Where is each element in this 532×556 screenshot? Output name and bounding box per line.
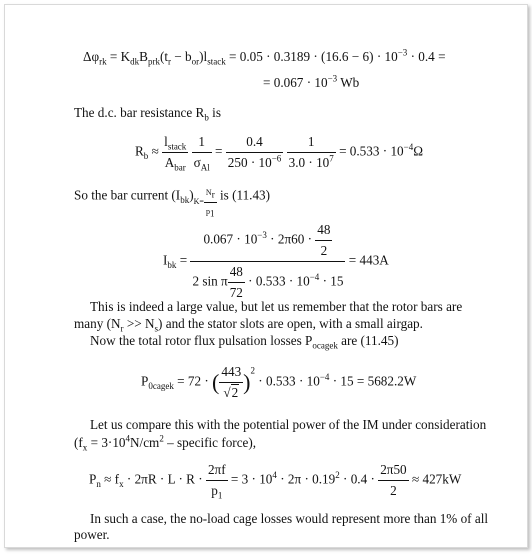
paragraph-large-value-line3: Now the total rotor flux pulsation losses $P_{ocagek}$ are (11.45) <box>90 333 399 351</box>
document-page <box>4 4 528 548</box>
fraction-48-2: $\frac{48}{2}$ <box>317 222 331 258</box>
paragraph-bar-current: So the bar current $(I_{bk})_{K= \frac{N_r}{p_1}}$ is (11.43) <box>74 187 271 219</box>
fraction-conductivity: $\frac{1}{3.0 \cdot 10^7}$ <box>288 134 334 170</box>
fraction-length-area: $\frac{0.4}{250 \cdot 10^{-6}}$ <box>227 134 282 170</box>
equation-bar-current: $I_{bk}$ = $0.067 \cdot 10^{-3} \cdot 2\pi 60$ · $\frac{48}{2}$ 2 sin π $\frac{48}{72}$ · $0.533 \cdot 10^{-4} \cdot 15$ = 443A <box>163 222 389 300</box>
equation-flux-line2: = $0.067 \cdot 10^{-3}$ Wb <box>263 73 360 90</box>
fraction-one-sigma: $\frac{1}{\sigma_{Al}}$ <box>193 134 210 173</box>
fraction-2pif-p1: $\frac{2\pi f}{p_1}$ <box>207 462 226 501</box>
equation-cage-losses: $P_{0cagek} = 72$ · ( $\frac{443}{√2}$ )$^2 \cdot 0.533 \cdot 10^{-4} \cdot 15 = 5682.2W$ <box>141 364 417 400</box>
paragraph-bar-resistance: The d.c. bar resistance $R_b$ is <box>74 105 221 123</box>
paragraph-large-value-line1: This is indeed a large value, but let us remember that the rotor bars are <box>90 299 463 314</box>
fraction-bar-current: $0.067 \cdot 10^{-3} \cdot 2\pi 60$ · $\frac{48}{2}$ 2 sin π $\frac{48}{72}$ · $0.533 \cdot 10^{-4} \cdot 15$ <box>192 222 344 300</box>
fraction-443-sqrt2: $\frac{443}{√2}$ <box>221 364 242 400</box>
fraction-48-72: $\frac{48}{72}$ <box>229 264 243 300</box>
fraction-lstack-abar: $\frac{l_{stack}}{A_{bar}}$ <box>164 134 187 173</box>
fraction-2pi50-2: $\frac{2\pi 50}{2}$ <box>380 462 407 498</box>
equation-potential-power: $P_n \approx f_x \cdot 2\pi R \cdot L \cdot R$ · $\frac{2\pi f}{p_1}$ = $3 \cdot 10^4 \cdot 2\pi \cdot 0.19^2 \cdot 0.4$ · $\frac{2\pi 50}{2}$ ≈ 427kW <box>89 462 462 501</box>
paragraph-conclusion-line2: power. <box>74 527 110 542</box>
paragraph-compare-line1: Let us compare this with the potential power of the IM under consideration <box>90 417 487 432</box>
equation-resistance: $R_b$ ≈ $\frac{l_{stack}}{A_{bar}}$ $\frac{1}{\sigma_{Al}}$ = $\frac{0.4}{250 \cdot 10^{-6}}$ $\frac{1}{3.0 \cdot 10^7}$ = $0.533 \cdot 10^{-4}\Omega$ <box>135 134 424 173</box>
paragraph-large-value-line2: many $(N_r >> N_s)$ and the stator slots are open, with a small airgap. <box>74 316 423 334</box>
equation-flux-line1: $\Delta\varphi_{rk} = K_{dk}B_{prk}(t_r - b_{or})l_{stack} = 0.05 \cdot 0.3189 \cdot (16.6 - 6) \cdot 10^{-3} \cdot 0.4$ = <box>83 47 446 67</box>
paragraph-conclusion-line1: In such a case, the no-load cage losses would represent more than 1% of all <box>90 511 489 526</box>
paragraph-compare-line2: ($f_x = 3\cdot 10^4N/cm^2$ – specific force), <box>74 433 257 453</box>
